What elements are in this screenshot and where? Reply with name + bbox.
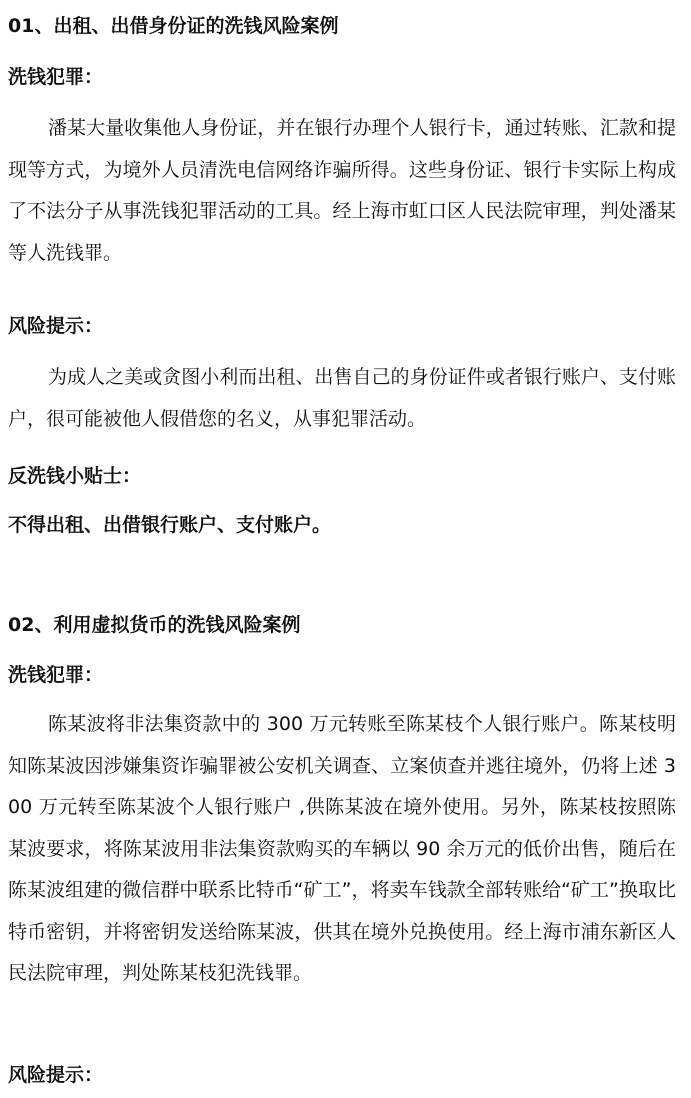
section1-title: 01、出租、出借身份证的洗钱风险案例 <box>8 15 339 37</box>
section2-crime-paragraph: 陈某波将非法集资款中的 300 万元转账至陈某枝个人银行账户。陈某枝明知陈某波因涉嫌集资诈骗罪被公安机关调查、立案侦查并逃往境外，仍将上述 300 万元转至陈某波个人银行账户 ,供陈某波在境外使用。另外，陈某枝按照陈某波要求，将陈某波用非法集资款购买的车辆以 90 余万元的低价出售，随后在陈某波组建的微信群中联系比特币“矿工”，将卖车钱款全部转账给“矿工”换取比特币密钥，并将密钥发送给陈某波，供其在境外兑换使用。经上海市浦东新区人民法院审理，判处陈某枝犯洗钱罪。 <box>8 713 676 984</box>
section1-risk-label: 风险提示： <box>8 315 104 337</box>
section2-title: 02、利用虚拟货币的洗钱风险案例 <box>8 614 301 636</box>
section1-crime-label: 洗钱犯罪： <box>8 66 104 88</box>
section1-tips-label: 反洗钱小贴士： <box>8 465 142 487</box>
section1-risk-paragraph: 为成人之美或贪图小利而出租、出售自己的身份证件或者银行账户、支付账户，很可能被他人假借您的名义，从事犯罪活动。 <box>8 366 676 430</box>
section1-crime-paragraph: 潘某大量收集他人身份证，并在银行办理个人银行卡，通过转账、汇款和提现等方式，为境外人员清洗电信网络诈骗所得。这些身份证、银行卡实际上构成了不法分子从事洗钱犯罪活动的工具。经上海市虹口区人民法院审理，判处潘某等人洗钱罪。 <box>8 117 676 264</box>
section2-risk-label: 风险提示： <box>8 1064 104 1086</box>
section1-tips-text: 不得出租、出借银行账户、支付账户。 <box>8 514 332 536</box>
section2-crime-label: 洗钱犯罪： <box>8 664 104 686</box>
